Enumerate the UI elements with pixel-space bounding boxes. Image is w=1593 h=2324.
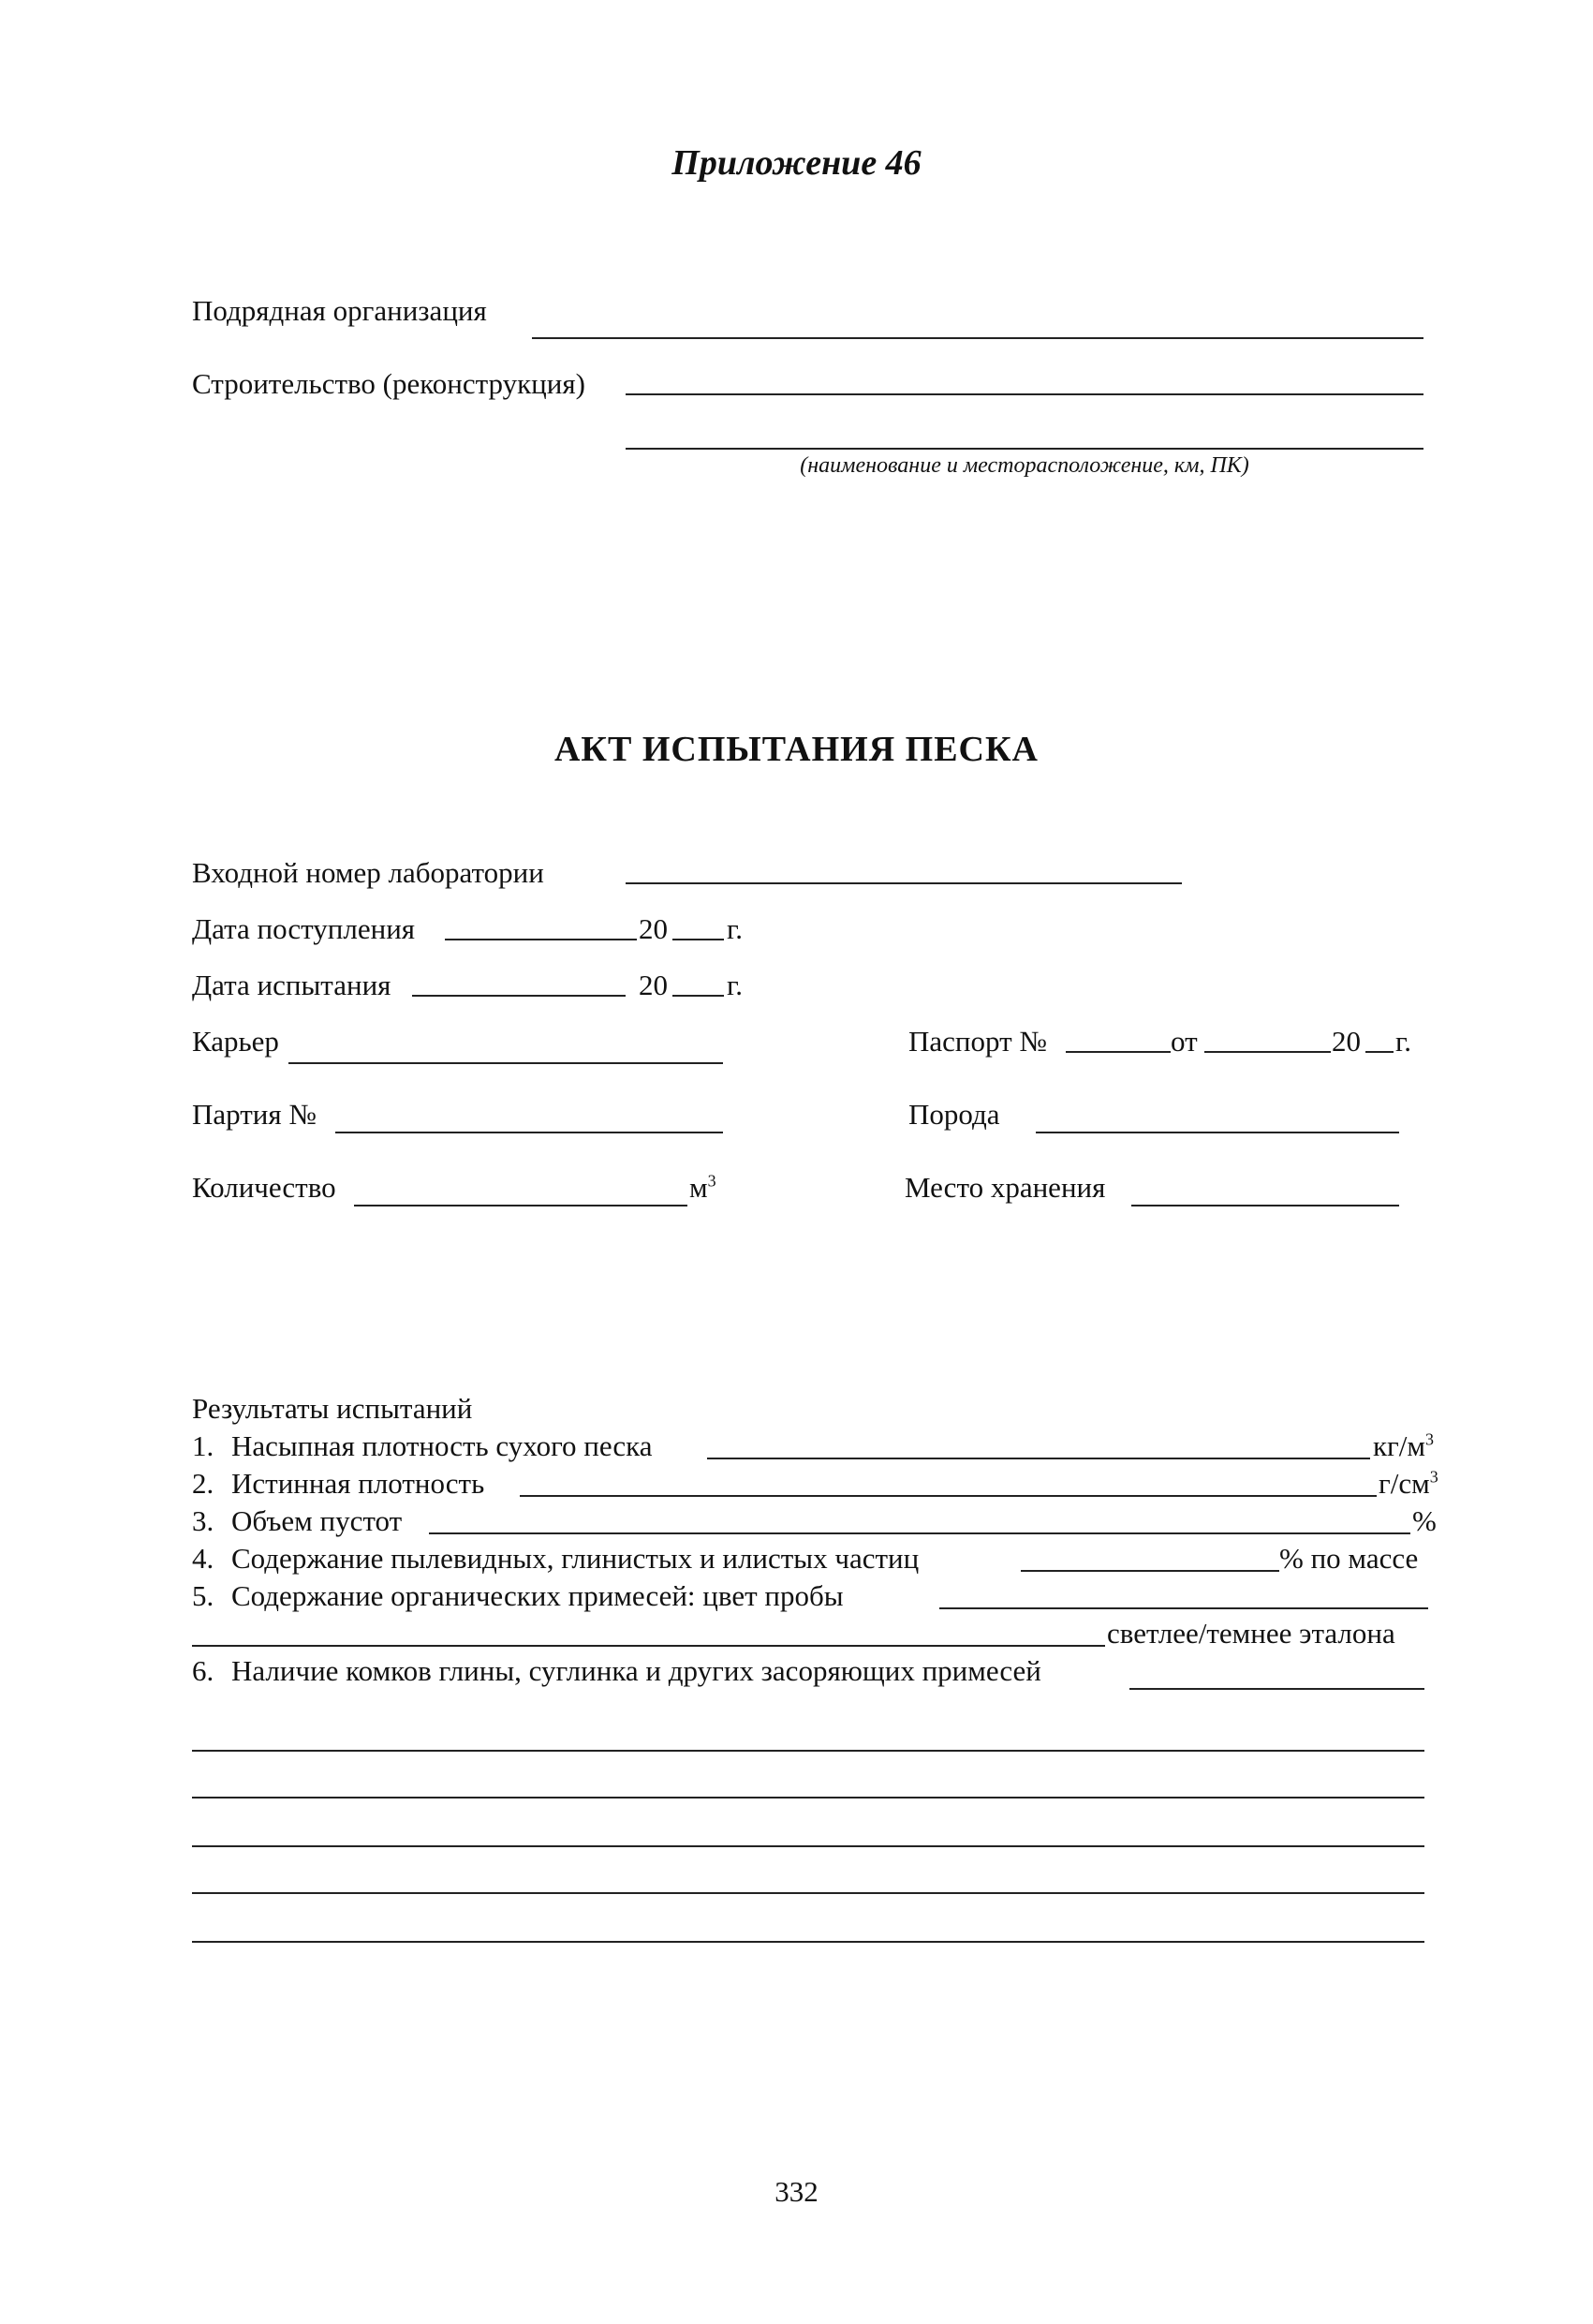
result-3-field[interactable]: [429, 1532, 1410, 1534]
lab-number-field[interactable]: [626, 882, 1182, 884]
passport-year-field[interactable]: [1365, 1051, 1394, 1053]
result-4-unit: % по массе: [1279, 1542, 1419, 1575]
passport-from-label: от: [1171, 1025, 1198, 1058]
batch-field[interactable]: [335, 1132, 723, 1133]
blank-line-2[interactable]: [192, 1797, 1424, 1799]
storage-label: Место хранения: [905, 1171, 1106, 1204]
construction-caption: (наименование и месторасположение, км, ПК): [800, 453, 1249, 478]
result-2-unit: $г/см^3$: [1379, 1467, 1438, 1500]
arrival-year-field[interactable]: [672, 939, 724, 940]
quarry-label: Карьер: [192, 1025, 279, 1058]
result-4-text: Содержание пылевидных, глинистых и илистых частиц: [231, 1542, 920, 1575]
result-3-text: Объем пустот: [231, 1504, 403, 1537]
result-6-number: 6.: [192, 1654, 214, 1687]
batch-label: Партия №: [192, 1098, 317, 1131]
quantity-field[interactable]: [354, 1205, 687, 1206]
contractor-label: Подрядная организация: [192, 294, 487, 327]
arrival-date-label: Дата поступления: [192, 912, 416, 945]
result-2-field[interactable]: [520, 1495, 1377, 1497]
result-2-text: Истинная плотность: [231, 1467, 485, 1500]
result-5-tail: светлее/темнее эталона: [1107, 1617, 1395, 1650]
result-3-number: 3.: [192, 1504, 214, 1537]
arrival-date-field[interactable]: [445, 939, 637, 940]
passport-number-field[interactable]: [1066, 1051, 1171, 1053]
quantity-unit: $м^3$: [689, 1171, 716, 1204]
test-year-prefix: 20: [639, 969, 668, 1001]
blank-line-4[interactable]: [192, 1892, 1424, 1894]
construction-field[interactable]: [626, 393, 1423, 395]
contractor-field[interactable]: [532, 337, 1423, 339]
test-date-label: Дата испытания: [192, 969, 391, 1001]
arrival-year-suffix: г.: [727, 912, 743, 945]
quarry-field[interactable]: [288, 1062, 723, 1064]
result-6-text: Наличие комков глины, суглинка и других засоряющих примесей: [231, 1654, 1041, 1687]
result-5-field-2[interactable]: [192, 1645, 1105, 1647]
storage-field[interactable]: [1131, 1205, 1399, 1206]
act-title: АКТ ИСПЫТАНИЯ ПЕСКА: [553, 730, 1039, 769]
arrival-year-prefix: 20: [639, 912, 668, 945]
result-6-field[interactable]: [1129, 1688, 1424, 1690]
result-5-field[interactable]: [939, 1607, 1428, 1609]
quantity-label: Количество: [192, 1171, 336, 1204]
blank-line-5[interactable]: [192, 1941, 1424, 1943]
construction-label: Строительство (реконструкция): [192, 367, 585, 400]
result-1-number: 1.: [192, 1429, 214, 1462]
results-heading: Результаты испытаний: [192, 1392, 473, 1425]
test-date-field[interactable]: [412, 995, 626, 997]
result-4-field[interactable]: [1021, 1570, 1279, 1572]
lab-number-label: Входной номер лаборатории: [192, 856, 544, 889]
passport-year-suffix: г.: [1395, 1025, 1411, 1058]
test-year-suffix: г.: [727, 969, 743, 1001]
rock-label: Порода: [908, 1098, 1000, 1131]
result-3-unit: %: [1412, 1504, 1437, 1537]
page-number: 332: [774, 2175, 819, 2208]
passport-year-prefix: 20: [1332, 1025, 1361, 1058]
rock-field[interactable]: [1036, 1132, 1399, 1133]
result-2-number: 2.: [192, 1467, 214, 1500]
result-1-field[interactable]: [707, 1458, 1370, 1459]
result-1-unit: $кг/м^3$: [1373, 1429, 1435, 1462]
result-4-number: 4.: [192, 1542, 214, 1575]
result-5-number: 5.: [192, 1579, 214, 1612]
blank-line-1[interactable]: [192, 1750, 1424, 1752]
blank-line-3[interactable]: [192, 1845, 1424, 1847]
construction-field-2[interactable]: [626, 448, 1423, 450]
passport-date-field[interactable]: [1204, 1051, 1331, 1053]
test-year-field[interactable]: [672, 995, 724, 997]
result-5-text: Содержание органических примесей: цвет пробы: [231, 1579, 844, 1612]
result-1-text: Насыпная плотность сухого песка: [231, 1429, 653, 1462]
passport-label: Паспорт №: [908, 1025, 1047, 1058]
appendix-title: Приложение 46: [671, 143, 922, 183]
